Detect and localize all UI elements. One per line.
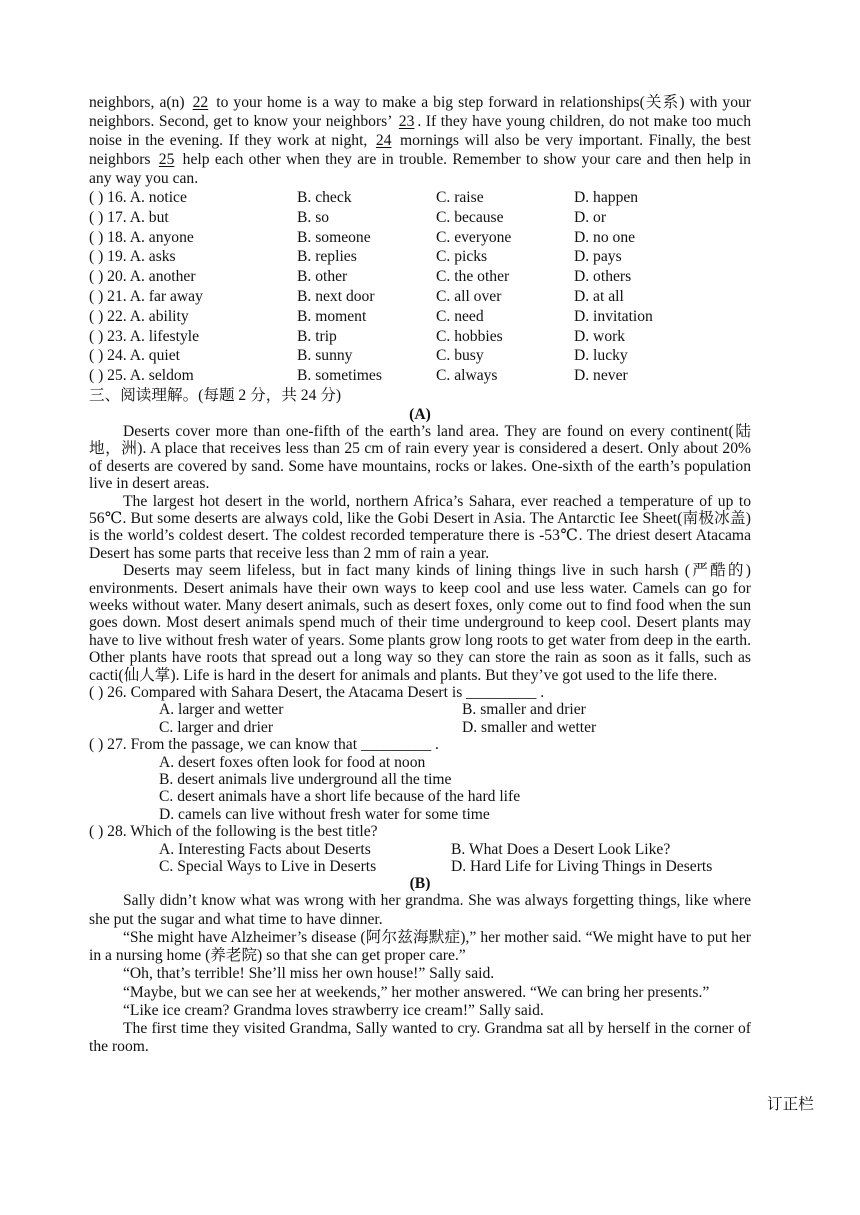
cloze-text: . If they have young children, do not make too much noise in the evening. If they work at night, — [89, 113, 751, 149]
option-d: D. lucky — [574, 347, 628, 365]
option-a: ( ) 23. A. lifestyle — [89, 327, 200, 345]
blank-25: 25 — [158, 151, 175, 168]
mc-question-16 — [89, 188, 751, 208]
options — [159, 841, 751, 876]
passage-a — [89, 423, 751, 684]
cloze-text: to your home is a way to make a big step forward in relationships(关系) with your neighbors. Second, get to know your neighbors’ — [89, 94, 751, 130]
option-d: D. no one — [574, 228, 636, 246]
cloze-text: mornings will also be very important. Finally, the best neighbors — [89, 132, 751, 168]
mc-question-25 — [89, 366, 751, 386]
option-c: C. desert animals have a short life because of the hard life — [159, 788, 521, 806]
cloze-text: help each other when they are in trouble. Remember to show your care and then help in any way you can. — [89, 151, 751, 187]
question-stem: ( ) 28. Which of the following is the best title? — [89, 823, 378, 841]
paragraph: “Maybe, but we can see her at weekends,” her mother answered. “We can bring her presents.” — [123, 983, 710, 1001]
option-d: D. smaller and wetter — [462, 718, 597, 736]
cloze-text: neighbors, a(n) — [89, 94, 190, 111]
blank-23: 23 — [398, 113, 415, 130]
option-c: C. everyone — [436, 228, 512, 246]
option-b: B. What Does a Desert Look Like? — [451, 840, 671, 858]
option-a: A. Interesting Facts about Deserts — [159, 840, 371, 858]
option-b: B. next door — [297, 287, 375, 305]
options — [159, 754, 751, 824]
mc-question-24 — [89, 346, 751, 366]
option-a: ( ) 19. A. asks — [89, 248, 176, 266]
option-a: A. larger and wetter — [159, 701, 284, 719]
option-b: B. so — [297, 208, 330, 226]
option-b: B. desert animals live underground all the time — [159, 771, 452, 789]
paragraph: Deserts cover more than one-fifth of the earth’s land area. They are found on every continent(陆地，洲). A place that receives less than 25 cm of rain every year is considered a desert. Only about 20% of deserts are covered by sand. Some have mountains, rocks or lakes. One-sixth of the earth’s population live in desert areas. — [89, 422, 751, 493]
paragraph: The first time they visited Grandma, Sally wanted to cry. Grandma sat all by herself in the corner of the room. — [89, 1019, 751, 1056]
correction-column-label: 订正栏 — [767, 1096, 814, 1113]
question-27 — [89, 736, 751, 823]
paragraph: “Oh, that’s terrible! She’ll miss her own house!” Sally said. — [123, 965, 495, 983]
question-stem: ( ) 27. From the passage, we can know that _________ . — [89, 736, 439, 754]
option-c: C. busy — [436, 347, 484, 365]
option-d: D. at all — [574, 287, 624, 305]
option-a: ( ) 21. A. far away — [89, 287, 203, 305]
option-d: D. pays — [574, 248, 622, 266]
cloze-passage — [89, 93, 751, 188]
paragraph: “Like ice cream? Grandma loves strawberry ice cream!” Sally said. — [123, 1001, 544, 1019]
option-c: C. always — [436, 367, 498, 385]
option-b: B. other — [297, 268, 348, 286]
paragraph: “She might have Alzheimer’s disease (阿尔兹海默症),” her mother said. “We might have to put her in a nursing home (养老院) so that she can get proper care.” — [89, 928, 751, 965]
passage-a-label: (A) — [409, 405, 431, 423]
option-d: D. or — [574, 208, 607, 226]
blank-22: 22 — [192, 94, 209, 111]
option-c: C. hobbies — [436, 327, 503, 345]
mc-question-22 — [89, 307, 751, 327]
option-b: B. sometimes — [297, 367, 382, 385]
option-a: ( ) 16. A. notice — [89, 189, 187, 206]
option-c: C. the other — [436, 268, 510, 286]
option-c: C. because — [436, 208, 504, 226]
option-c: C. larger and drier — [159, 718, 274, 736]
mc-question-19 — [89, 247, 751, 267]
options — [159, 701, 751, 736]
option-a: A. desert foxes often look for food at noon — [159, 753, 426, 771]
mc-question-21 — [89, 287, 751, 307]
option-b: B. check — [297, 189, 352, 206]
worksheet-page — [89, 93, 751, 1056]
question-28 — [89, 823, 751, 875]
option-c: C. all over — [436, 287, 502, 305]
option-a: ( ) 18. A. anyone — [89, 228, 194, 246]
mc-question-23 — [89, 327, 751, 347]
option-a: ( ) 17. A. but — [89, 208, 169, 226]
option-d: D. work — [574, 327, 626, 345]
question-26 — [89, 684, 751, 736]
option-d: D. camels can live without fresh water for some time — [159, 805, 490, 823]
mc-question-list — [89, 188, 751, 386]
mc-question-17 — [89, 208, 751, 228]
option-d: D. happen — [574, 189, 639, 206]
option-c: C. raise — [436, 189, 484, 206]
option-b: B. replies — [297, 248, 357, 266]
option-b: B. moment — [297, 307, 367, 325]
option-b: B. someone — [297, 228, 371, 246]
option-b: B. smaller and drier — [462, 701, 586, 719]
option-c: C. Special Ways to Live in Deserts — [159, 858, 377, 876]
paragraph: Sally didn’t know what was wrong with her grandma. She was always forgetting things, like where she put the sugar and what time to have dinner. — [89, 892, 751, 928]
section-heading: 三、阅读理解。(每题 2 分，共 24 分) — [89, 386, 342, 404]
blank-24: 24 — [375, 132, 392, 149]
option-d: D. Hard Life for Living Things in Deserts — [451, 858, 713, 876]
passage-b — [89, 892, 751, 1056]
passage-b-label: (B) — [409, 875, 431, 893]
paragraph: Deserts may seem lifeless, but in fact many kinds of lining things live in such harsh (严酷的) environments. Desert animals have their own ways to keep cool and use less water. Camels can go for weeks without water. Many desert animals, such as desert foxes, only come out to find food when the sun goes down. Most desert animals spend much of their time underground to keep cool. Desert plants may have to live without fresh water of years. Some plants grow long roots to get water from deep in the earth. Other plants have roots that spread out a long way so they can store the rain as soon as it falls, such as cacti(仙人掌). Life is hard in the desert for animals and plants. But they’ve got used to the life there. — [89, 562, 751, 684]
option-a: ( ) 22. A. ability — [89, 307, 189, 325]
option-b: B. sunny — [297, 347, 353, 365]
paragraph: The largest hot desert in the world, northern Africa’s Sahara, ever reached a temperature of up to 56℃. But some deserts are always cold, like the Gobi Desert in Asia. The Antarctic Iee Sheet(南极冰盖) is the world’s coldest desert. The coldest recorded temperature there is -53℃. The driest desert Atacama Desert has some parts that receive less than 2 mm of rain a year. — [89, 492, 751, 562]
option-c: C. need — [436, 307, 484, 325]
option-d: D. never — [574, 367, 628, 385]
option-a: ( ) 24. A. quiet — [89, 347, 180, 365]
mc-question-20 — [89, 267, 751, 287]
option-d: D. invitation — [574, 307, 653, 325]
mc-question-18 — [89, 228, 751, 248]
question-stem: ( ) 26. Compared with Sahara Desert, the Atacama Desert is _________ . — [89, 684, 545, 702]
option-c: C. picks — [436, 248, 488, 266]
option-a: ( ) 20. A. another — [89, 268, 196, 286]
option-b: B. trip — [297, 327, 337, 345]
option-d: D. others — [574, 268, 632, 286]
option-a: ( ) 25. A. seldom — [89, 367, 194, 385]
